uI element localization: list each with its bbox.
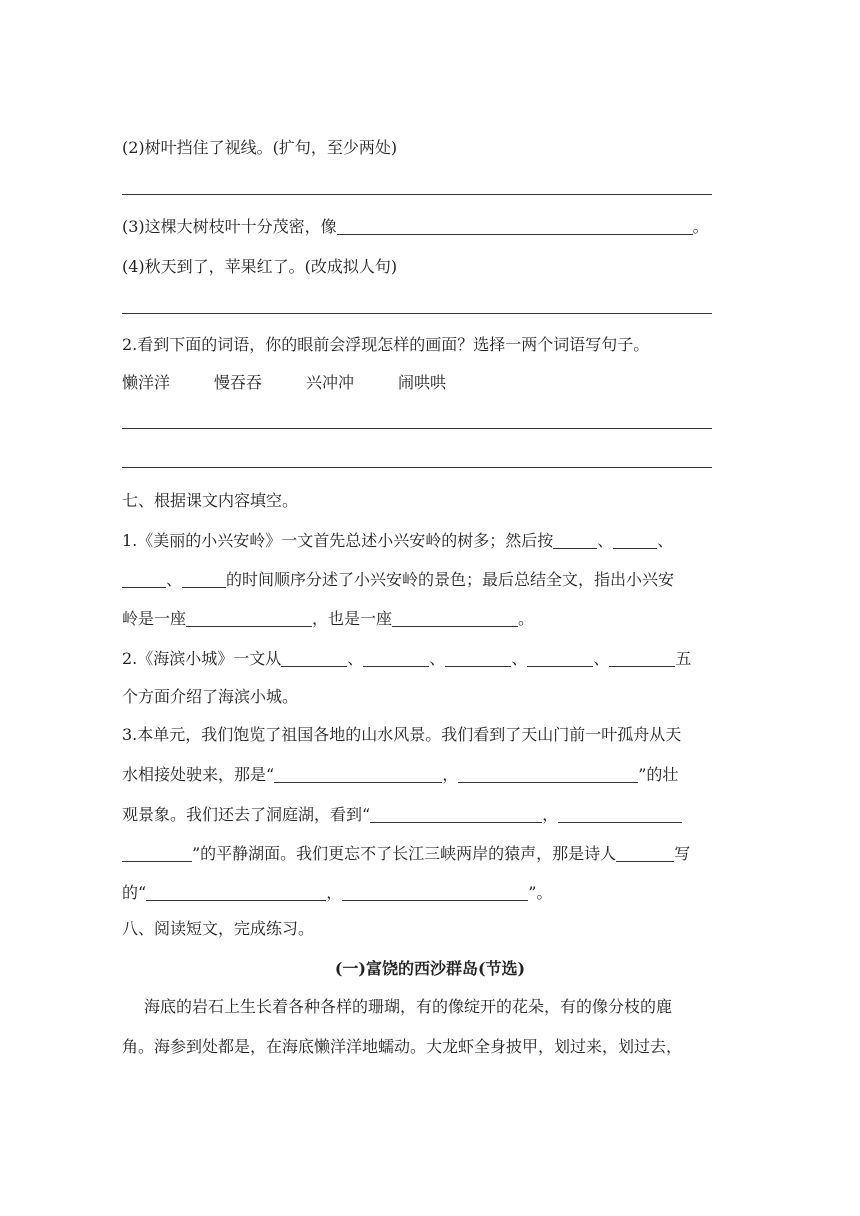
answer-blank[interactable]	[122, 571, 166, 588]
separator: 、	[429, 649, 446, 668]
q7-item1-line3	[122, 608, 742, 630]
section-7-heading: 七、根据课文内容填空。	[122, 491, 299, 510]
separator: 、	[347, 649, 364, 668]
answer-blank[interactable]	[122, 845, 192, 862]
answer-blank[interactable]	[527, 650, 593, 667]
separator: 、	[597, 531, 614, 550]
text: ，也是一座	[312, 609, 393, 628]
text: 。	[518, 609, 535, 628]
q7-item1-line1	[122, 530, 742, 552]
answer-blank[interactable]	[558, 806, 682, 823]
text: 五	[675, 649, 692, 668]
question-3-text: (3)这棵大树枝叶十分茂密，像	[122, 217, 337, 236]
answer-blank[interactable]	[146, 884, 326, 901]
q7-item2-line1	[122, 648, 742, 670]
passage-line-1: 海底的岩石上生长着各种各样的珊瑚，有的像绽开的花朵，有的像分枝的鹿	[144, 997, 673, 1016]
text: 1.《美丽的小兴安岭》一文首先总述小兴安岭的树多；然后按	[122, 531, 554, 550]
text: 的“	[122, 883, 147, 902]
separator: 、	[657, 531, 674, 550]
answer-blank[interactable]	[337, 218, 693, 235]
separator: ，	[326, 883, 343, 902]
answer-blank[interactable]	[609, 650, 675, 667]
q7-item2-line2: 个方面介绍了海滨小城。	[122, 687, 299, 706]
answer-blank[interactable]	[458, 766, 638, 783]
answer-blank[interactable]	[553, 532, 597, 549]
separator: ，	[542, 805, 559, 824]
answer-blank[interactable]	[281, 650, 347, 667]
question-3-simile	[122, 216, 742, 238]
question-4-personification: (4)秋天到了，苹果红了。(改成拟人句)	[122, 257, 398, 276]
word-item: 闹哄哄	[398, 373, 447, 392]
question-3-end: 。	[692, 217, 709, 236]
answer-blank[interactable]	[363, 650, 429, 667]
separator: 、	[593, 649, 610, 668]
question-2-expand-sentence: (2)树叶挡住了视线。(扩句，至少两处)	[122, 138, 398, 157]
q7-item3-line2	[122, 764, 742, 786]
answer-blank[interactable]	[613, 532, 657, 549]
passage-line-2: 角。海参到处都是，在海底懒洋洋地蠕动。大龙虾全身披甲，划过来，划过去，	[122, 1037, 683, 1056]
answer-blank[interactable]	[182, 571, 226, 588]
q7-item3-line5	[122, 882, 742, 904]
q7-item3-line4	[122, 843, 742, 865]
word-item: 慢吞吞	[214, 373, 263, 392]
text: ”。	[528, 883, 553, 902]
word-item: 懒洋洋	[122, 373, 171, 392]
answer-blank[interactable]	[370, 806, 542, 823]
answer-blank[interactable]	[342, 884, 528, 901]
separator: ，	[442, 765, 459, 784]
separator: 、	[166, 570, 183, 589]
answer-line[interactable]	[122, 313, 712, 314]
answer-blank[interactable]	[186, 610, 312, 627]
answer-blank[interactable]	[274, 766, 442, 783]
question-2-word-sentence: 2.看到下面的词语，你的眼前会浮现怎样的画面？选择一两个词语写句子。	[122, 335, 650, 354]
word-list	[122, 372, 742, 394]
text: 2.《海滨小城》一文从	[122, 649, 282, 668]
text: ”的平静湖面。我们更忘不了长江三峡两岸的猿声，那是诗人	[192, 844, 617, 863]
text: 写	[674, 844, 691, 863]
answer-blank[interactable]	[616, 845, 674, 862]
answer-blank[interactable]	[445, 650, 511, 667]
q7-item3-line3	[122, 804, 742, 826]
q7-item1-line2	[122, 569, 742, 591]
answer-blank[interactable]	[392, 610, 518, 627]
word-item: 兴冲冲	[306, 373, 355, 392]
separator: 、	[511, 649, 528, 668]
answer-line[interactable]	[122, 467, 712, 468]
passage-title: (一)富饶的西沙群岛(节选)	[334, 959, 526, 978]
text: 的时间顺序分述了小兴安岭的景色；最后总结全文，指出小兴安	[226, 570, 675, 589]
answer-line[interactable]	[122, 194, 712, 195]
section-8-heading: 八、阅读短文，完成练习。	[122, 919, 315, 938]
text: 观景象。我们还去了洞庭湖，看到“	[122, 805, 371, 824]
text: ”的壮	[638, 765, 679, 784]
text: 岭是一座	[122, 609, 187, 628]
q7-item3-line1: 3.本单元，我们饱览了祖国各地的山水风景。我们看到了天山门前一叶孤舟从天	[122, 725, 682, 744]
answer-line[interactable]	[122, 428, 712, 429]
text: 水相接处驶来，那是“	[122, 765, 275, 784]
